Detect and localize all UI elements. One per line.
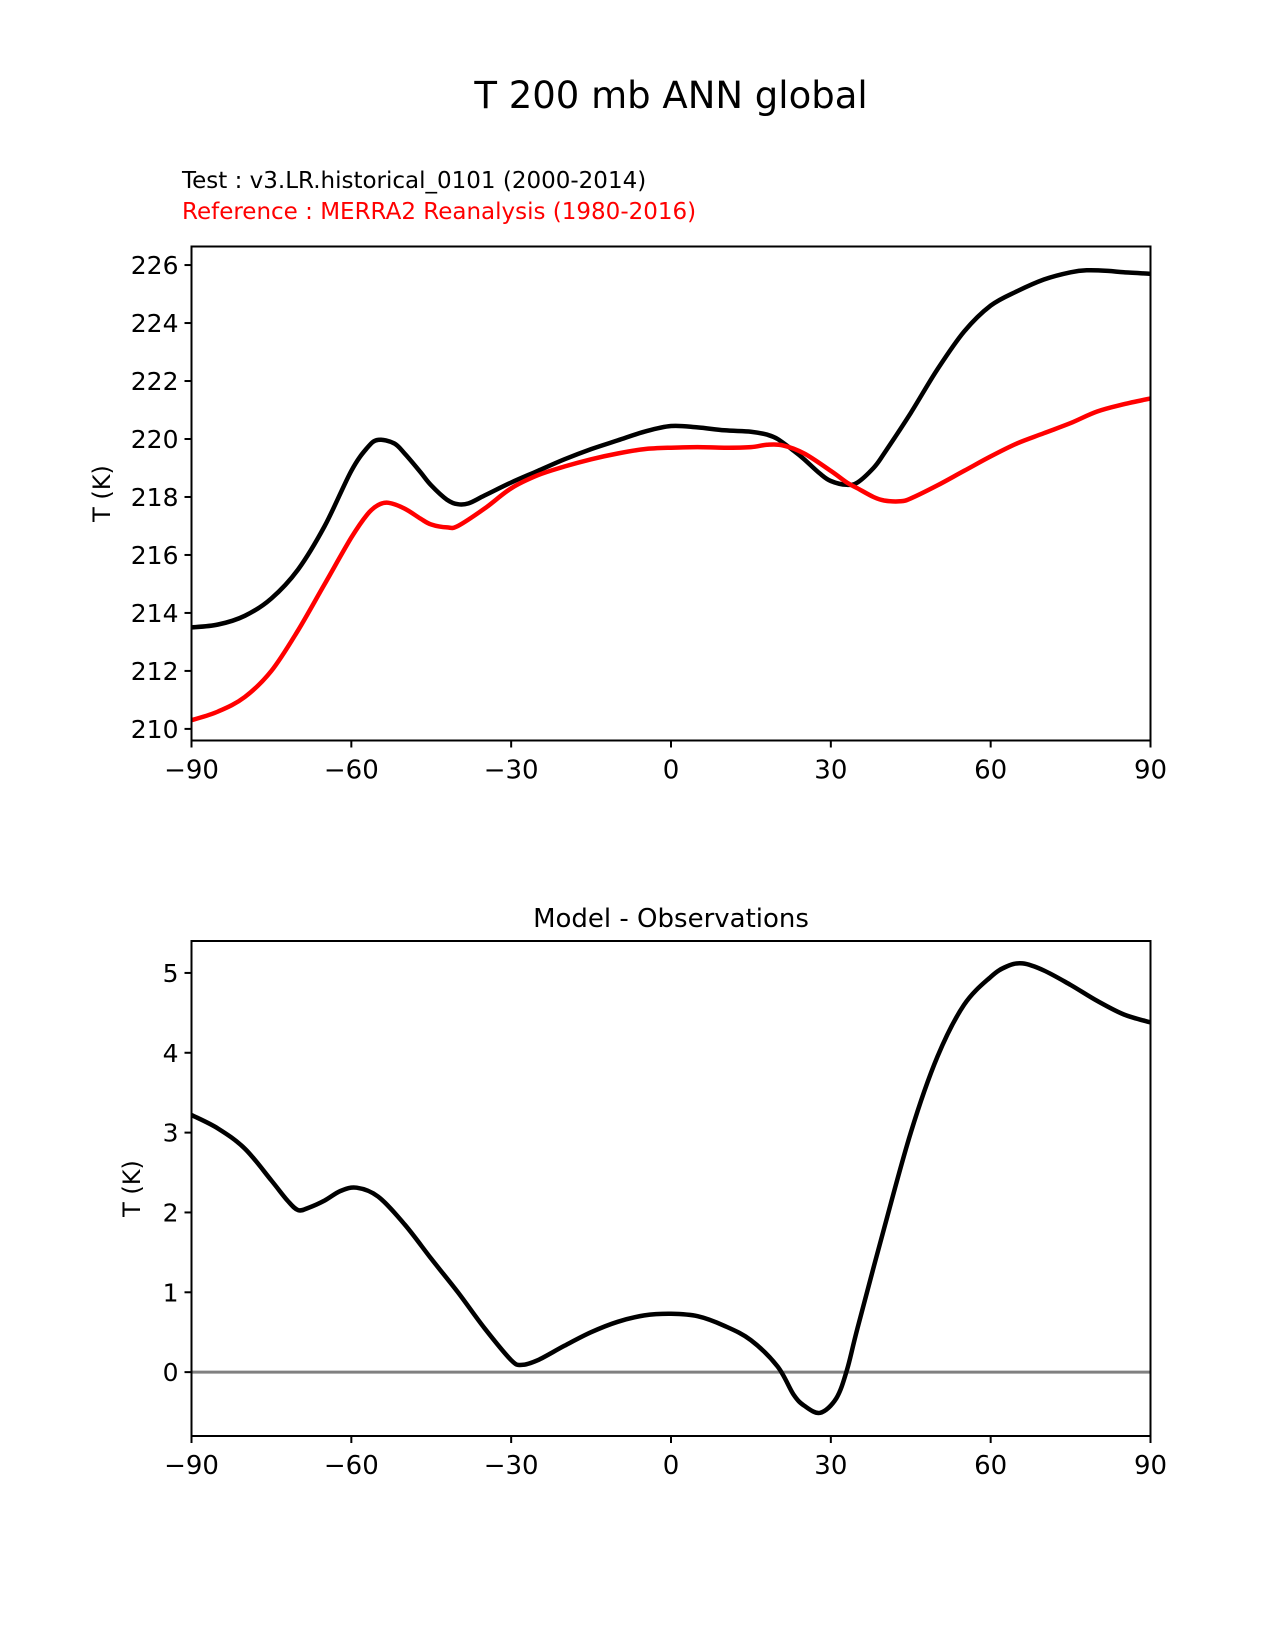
x-tick-label: 60 [974, 755, 1008, 786]
y-tick-label: 5 [162, 958, 179, 988]
y-tick-label: 224 [130, 309, 179, 339]
diff-curve [192, 963, 1151, 1413]
x-tick-label: −90 [164, 1451, 219, 1481]
legend-reference-label: Reference : MERRA2 Reanalysis (1980-2016) [182, 199, 697, 225]
y-tick-label: 4 [162, 1038, 179, 1068]
y-tick-label: 226 [130, 251, 179, 281]
x-tick-label: −60 [323, 1451, 379, 1481]
y-tick-label: 218 [130, 482, 179, 512]
x-tick-label: 0 [662, 755, 680, 786]
plot-1-title: Model - Observations [533, 904, 809, 934]
y-tick-label: 220 [130, 424, 179, 454]
y-tick-label: 216 [130, 540, 179, 570]
reference-curve [192, 398, 1151, 720]
y-axis-label: T (K) [88, 465, 116, 522]
legend-test-label: Test : v3.LR.historical_0101 (2000-2014) [182, 168, 647, 194]
plot-0-frame [192, 247, 1151, 741]
x-tick-label: 30 [814, 1451, 848, 1481]
x-tick-label: 90 [1133, 1451, 1168, 1481]
x-tick-label: 90 [1133, 755, 1168, 786]
x-tick-label: −90 [164, 755, 219, 786]
y-tick-label: 2 [162, 1198, 179, 1228]
x-tick-label: 0 [662, 1451, 680, 1481]
x-tick-label: −60 [323, 755, 379, 786]
y-tick-label: 210 [130, 714, 179, 744]
y-tick-label: 214 [130, 598, 179, 628]
y-tick-label: 3 [162, 1118, 179, 1148]
x-tick-label: 60 [974, 1451, 1008, 1481]
y-tick-label: 222 [130, 367, 179, 397]
x-tick-label: −30 [483, 755, 539, 786]
y-tick-label: 0 [162, 1358, 179, 1388]
y-tick-label: 1 [162, 1278, 179, 1308]
y-tick-label: 212 [130, 656, 179, 686]
x-tick-label: 30 [814, 755, 848, 786]
plot-1-frame [192, 941, 1151, 1436]
y-axis-label: T (K) [118, 1160, 146, 1217]
figure-title: T 200 mb ANN global [474, 74, 868, 117]
x-tick-label: −30 [483, 1451, 539, 1481]
